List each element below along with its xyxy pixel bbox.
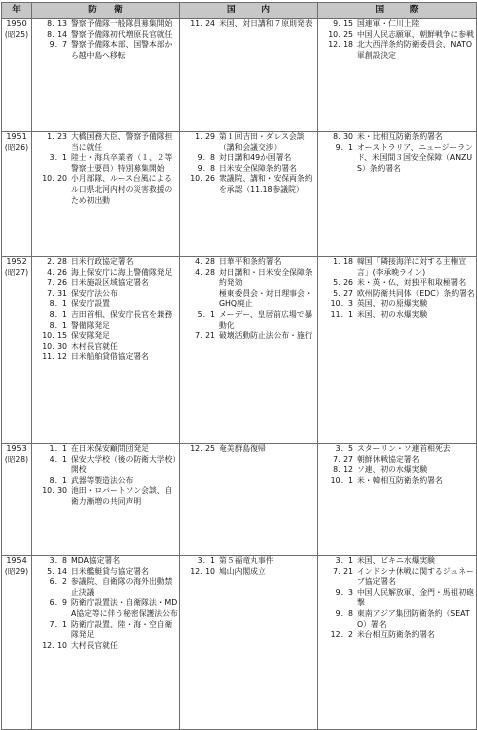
table-row [2, 132, 477, 257]
domestic-cell [180, 257, 318, 444]
defense-event [32, 299, 179, 310]
domestic-cell [180, 556, 318, 730]
event-date: 7. 27 [333, 454, 353, 464]
event-text: 防衛庁設置、陸・海・空自衛隊発足 [71, 619, 173, 640]
international-event [318, 609, 476, 630]
domestic-event [180, 556, 317, 567]
event-date: 8. 13 [47, 19, 67, 28]
header-international: 国 際 [318, 3, 477, 19]
defense-cell [32, 257, 180, 444]
defense-event [32, 598, 179, 619]
event-text: 韓国「隣接海洋に対する主権宣言」(李承晩ライン) [357, 257, 467, 277]
event-date: 1. 1 [49, 444, 67, 453]
event-date: 8. 14 [47, 29, 67, 39]
defense-event [32, 486, 179, 507]
event-text: 警察予備隊初代増原長官就任 [71, 29, 173, 39]
event-text: 朝鮮休戦協定署名 [357, 454, 420, 464]
event-date: 3. 8 [49, 556, 67, 565]
defense-event [32, 153, 179, 174]
domestic-event [180, 19, 317, 30]
event-text: 吉田首相、保安庁長官を兼務 [71, 309, 173, 319]
table-header-row [2, 3, 477, 19]
era-label: (昭29) [4, 566, 29, 576]
era-label: (昭27) [4, 267, 29, 277]
event-text: 小月部隊、ルース台風によるル口県北河内村の災害救援のため初出動 [71, 174, 173, 205]
year-cell [2, 444, 32, 556]
event-date: 9. 8 [335, 608, 353, 618]
year-label: 1950 [6, 19, 27, 28]
domestic-event [180, 174, 317, 195]
domestic-cell [180, 19, 318, 132]
event-text: 極東委員会・対日理事会・GHQ廃止 [219, 288, 313, 309]
international-event [318, 310, 476, 321]
event-date: 5. 26 [333, 278, 353, 288]
event-text: 北大西洋条約防衛委員会、NATO軍創設決定 [357, 40, 473, 60]
event-text: 中国人民志願軍、朝鮮戦争に参戦 [357, 29, 474, 39]
defense-event [32, 257, 179, 268]
domestic-event [180, 567, 317, 578]
defense-event [32, 556, 179, 567]
defense-event [32, 455, 179, 476]
event-date: 9. 1 [335, 142, 353, 152]
event-text: ソ連、初の水爆実験 [357, 465, 428, 475]
defense-event [32, 278, 179, 289]
international-event [318, 40, 476, 61]
defense-event [32, 289, 179, 300]
event-date: 10. 30 [42, 486, 67, 496]
domestic-cell [180, 132, 318, 257]
event-text: 米台相互防衛条約署名 [357, 630, 435, 640]
event-text: 大橋国務大臣、警察予備隊担当に就任 [71, 132, 173, 152]
event-text: 防衛庁設置法・自衛隊法・MDA協定等に伴う秘密保護法公布 [71, 598, 178, 618]
era-label: (昭28) [4, 454, 29, 464]
international-event [318, 278, 476, 289]
event-date: 10. 25 [328, 29, 353, 39]
event-text: 鳩山内閣成立 [219, 566, 266, 576]
international-event [318, 30, 476, 41]
event-date: 4. 26 [47, 267, 67, 277]
year-cell [2, 556, 32, 730]
international-event [318, 132, 476, 143]
international-event [318, 19, 476, 30]
event-text: メーデー、皇居前広場で暴動化 [219, 309, 313, 330]
event-text: 在日米保安顧問団発足 [71, 444, 149, 453]
international-event [318, 588, 476, 609]
international-event [318, 465, 476, 476]
event-text: 国連軍・仁川上陸 [357, 19, 420, 28]
event-text: 日華平和条約署名 [219, 257, 282, 266]
defense-event [32, 174, 179, 206]
event-text: 木村長官就任 [71, 341, 118, 351]
year-label: 1951 [6, 132, 27, 141]
defense-event [32, 30, 179, 41]
international-event [318, 630, 476, 641]
event-text: 中国人民解放軍、金門・馬祖初砲撃 [357, 587, 474, 608]
event-text: 日米行政協定署名 [71, 257, 134, 266]
header-domestic: 国 内 [180, 3, 318, 19]
event-date: 4. 28 [195, 257, 215, 266]
event-date: 8. 1 [49, 475, 67, 485]
international-cell [318, 556, 477, 730]
year-cell [2, 19, 32, 132]
event-date: 5. 14 [47, 566, 67, 576]
event-text: 破壊活動防止法公布・施行 [219, 331, 313, 341]
domestic-cell [180, 444, 318, 556]
defense-event [32, 567, 179, 578]
event-date: 8. 1 [49, 299, 67, 309]
defense-event [32, 342, 179, 353]
international-event [318, 556, 476, 567]
event-text: 日米安全保障条約署名 [219, 163, 297, 173]
event-date: 10. 30 [42, 341, 67, 351]
defense-event [32, 321, 179, 332]
international-event [318, 257, 476, 278]
event-text: 奄美群島復帰 [219, 444, 266, 453]
event-date: 8. 12 [333, 465, 353, 475]
year-label: 1953 [6, 444, 27, 453]
year-cell [2, 132, 32, 257]
event-date: 9. 7 [49, 40, 67, 50]
defense-cell [32, 132, 180, 257]
event-text: 日米船舶貸借協定署名 [71, 352, 149, 362]
event-text: スターリン・ソ連首相死去 [357, 444, 451, 453]
defense-event [32, 331, 179, 342]
event-date: 8. 30 [333, 132, 353, 141]
defense-event [32, 476, 179, 487]
event-text: 参議院、自衛隊の海外出動禁止決議 [71, 577, 173, 597]
event-text: 保安大学校（後の防衛大学校）開校 [71, 454, 177, 475]
event-date: 2. 28 [47, 257, 67, 266]
header-year: 年 [2, 3, 32, 19]
event-date: 9. 3 [335, 587, 353, 597]
event-text: 警察予備隊本部、国警本部から越中島へ移転 [71, 40, 173, 60]
domestic-event [180, 132, 317, 153]
defense-event [32, 444, 179, 455]
domestic-event [180, 331, 317, 342]
event-text: 米国、ビキニ水爆実験 [357, 556, 435, 565]
table-row [2, 556, 477, 730]
event-date: 6. 9 [49, 598, 67, 608]
event-date: 10. 20 [42, 174, 67, 184]
event-date: 11. 1 [330, 309, 353, 319]
event-date: 9. 8 [197, 163, 215, 173]
defense-cell [32, 556, 180, 730]
event-text: 保安隊発足 [71, 331, 110, 341]
event-date: 7. 21 [195, 331, 215, 341]
defense-event [32, 40, 179, 61]
event-text: 海上保安庁に海上警備隊発足 [71, 267, 173, 277]
domestic-event [180, 164, 317, 175]
event-date: 8. 1 [49, 320, 67, 330]
event-text: 大村長官就任 [71, 640, 118, 650]
event-date: 7. 1 [49, 619, 67, 629]
event-date: 4. 28 [195, 267, 215, 277]
event-date: 3. 1 [335, 556, 353, 565]
event-date: 5. 27 [333, 288, 353, 298]
international-event [318, 143, 476, 175]
table-row [2, 257, 477, 444]
event-date: 12. 18 [328, 40, 353, 50]
international-event [318, 455, 476, 466]
defense-event [32, 352, 179, 363]
defense-event [32, 19, 179, 30]
international-event [318, 299, 476, 310]
event-date: 3. 1 [49, 153, 67, 163]
event-text: 日米艦艇貸与協定署名 [71, 566, 149, 576]
domestic-event [180, 153, 317, 164]
event-text: 欧州防衛共同体（EDC）条約署名 [357, 288, 475, 298]
event-date: 12. 10 [42, 640, 67, 650]
defense-event [32, 641, 179, 652]
international-event [318, 567, 476, 588]
domestic-event [180, 257, 317, 268]
event-date: 12. 25 [190, 444, 215, 453]
event-text: 第５福竜丸事件 [219, 556, 274, 565]
event-date: 9. 15 [333, 19, 353, 28]
event-date: 6. 2 [49, 577, 67, 587]
international-event [318, 476, 476, 487]
event-text: 米・英・仏、対独平和取極署名 [357, 278, 467, 288]
year-label: 1952 [6, 257, 27, 266]
international-event [318, 289, 476, 300]
event-text: 保安庁法公布 [71, 288, 118, 298]
international-event [318, 444, 476, 455]
header-defense: 防 衛 [32, 3, 180, 19]
event-text: 英国、初の原爆実験 [357, 299, 428, 309]
international-cell [318, 132, 477, 257]
international-cell [318, 444, 477, 556]
event-date: 10. 1 [330, 475, 353, 485]
event-date: 10. 15 [42, 331, 67, 341]
event-date: 3. 1 [197, 556, 215, 565]
defense-event [32, 268, 179, 279]
event-text: MDA協定署名 [71, 556, 121, 565]
domestic-event [180, 289, 317, 310]
event-date: 8. 1 [49, 309, 67, 319]
event-text: 対日講和49か国署名 [219, 153, 292, 163]
event-text: 衆議院、講和・安保両条約を承認（11.18参議院） [219, 174, 313, 194]
domestic-event [180, 310, 317, 331]
international-cell [318, 19, 477, 132]
event-text: 米国、対日講和７原則発表 [219, 19, 313, 28]
event-date: 12. 10 [190, 566, 215, 576]
event-text: 対日講和・日米安全保障条約発効 [219, 267, 313, 288]
era-label: (昭26) [4, 142, 29, 152]
domestic-event [180, 444, 317, 455]
defense-event [32, 577, 179, 598]
defense-event [32, 132, 179, 153]
event-text: 第１回吉田・ダレス会談（講和会議交渉） [219, 132, 305, 152]
event-text: 警察予備隊一般隊員募集開始 [71, 19, 173, 28]
defense-event [32, 620, 179, 641]
event-text: 陸士・海兵卒業者（１、２等警察士要員）特別募集開始 [71, 153, 173, 173]
defense-cell [32, 19, 180, 132]
event-date: 5. 1 [197, 309, 215, 319]
event-text: 武器等製造法公布 [71, 475, 134, 485]
event-date: 1. 18 [333, 257, 353, 266]
event-date: 1. 29 [195, 132, 215, 141]
event-text: 米国、初の水爆実験 [357, 309, 428, 319]
event-text: 警備隊発足 [71, 320, 110, 330]
table-body [2, 19, 477, 730]
year-cell [2, 257, 32, 444]
event-text: 東南アジア集団防衛条約（SEATO）署名 [357, 608, 470, 629]
event-date: 10. 26 [190, 174, 215, 184]
event-text: オーストラリア、ニュージーランド、米国間３国安全保障（ANZUS）条約署名 [357, 142, 473, 173]
event-date: 4. 1 [49, 454, 67, 464]
event-date: 3. 5 [335, 444, 353, 453]
event-date: 10. 3 [330, 299, 353, 309]
table-row [2, 19, 477, 132]
event-date: 11. 24 [190, 19, 215, 28]
event-text: インドシナ休戦に関するジュネーブ協定署名 [357, 566, 474, 587]
defense-event [32, 310, 179, 321]
event-text: 池田・ロバートソン会談、自衛力漸増の共同声明 [71, 486, 173, 506]
event-text: 保安庁設置 [71, 299, 110, 309]
defense-cell [32, 444, 180, 556]
event-date: 7. 26 [47, 278, 67, 288]
event-date: 1. 23 [47, 132, 67, 141]
event-date: 12. 2 [330, 630, 353, 640]
domestic-event [180, 268, 317, 289]
event-date: 7. 31 [47, 288, 67, 298]
event-date: 7. 21 [333, 566, 353, 576]
table-row [2, 444, 477, 556]
year-label: 1954 [6, 556, 27, 565]
event-text: 日米施設区域協定署名 [71, 278, 149, 288]
event-text: 米・韓相互防衛条約署名 [357, 475, 443, 485]
chronology-table [1, 2, 477, 730]
event-date: 9. 8 [197, 153, 215, 163]
era-label: (昭25) [4, 29, 29, 39]
event-date: 11. 12 [42, 352, 67, 362]
event-text: 米・比相互防衛条約署名 [357, 132, 443, 141]
international-cell [318, 257, 477, 444]
